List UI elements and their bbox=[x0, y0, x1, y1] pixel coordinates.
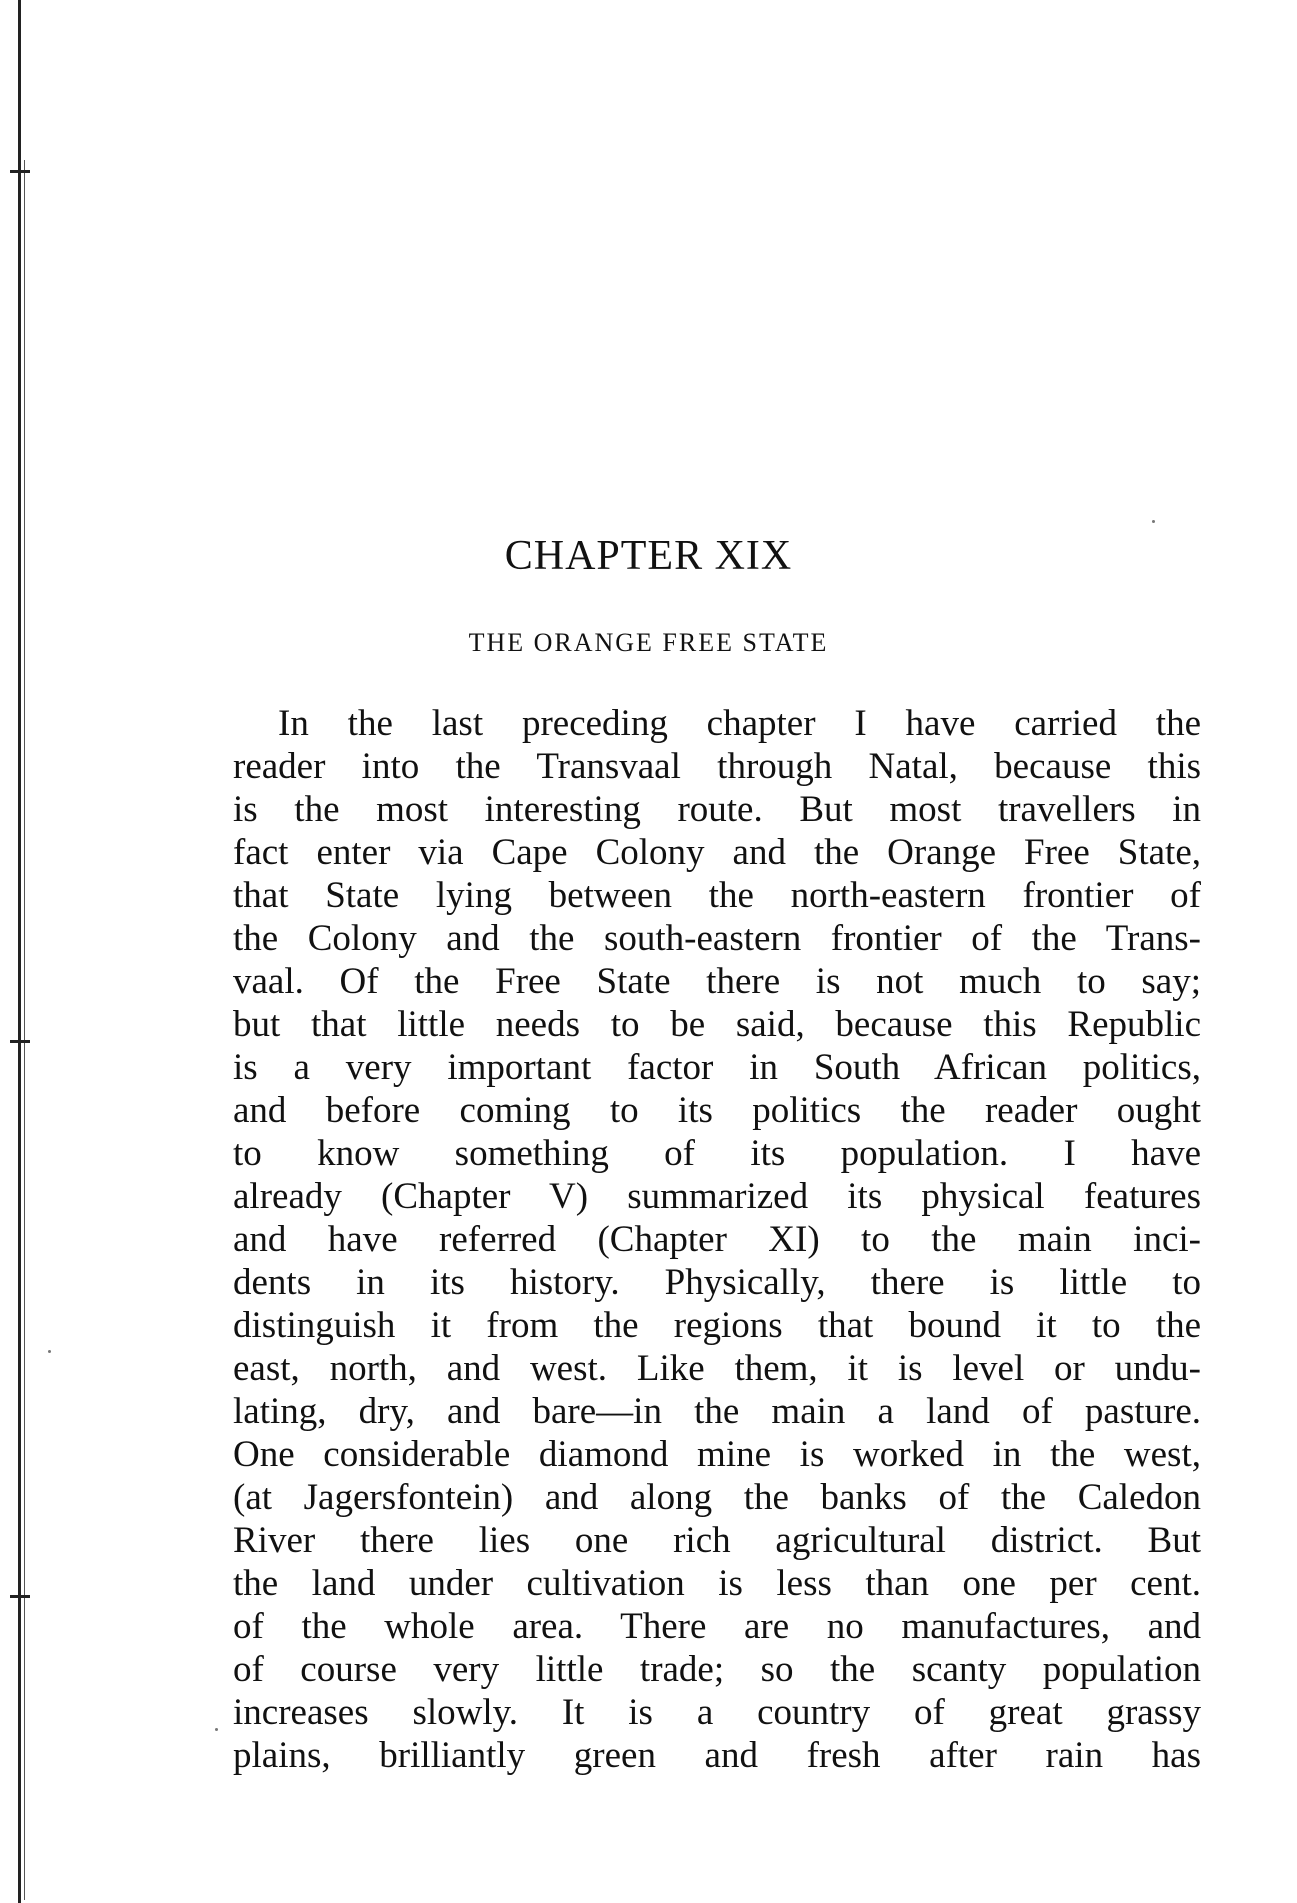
text-line: and before coming to its politics the reader ought bbox=[233, 1090, 1201, 1131]
text-line: the land under cultivation is less than one per cent. bbox=[233, 1563, 1201, 1604]
text-line: to know something of its population. I have bbox=[233, 1133, 1201, 1174]
text-line: reader into the Transvaal through Natal, because this bbox=[233, 746, 1201, 787]
text-line: dents in its history. Physically, there is little to bbox=[233, 1262, 1201, 1303]
scan-speck bbox=[215, 1728, 218, 1731]
text-line: and have referred (Chapter XI) to the main inci- bbox=[233, 1219, 1201, 1260]
text-line: of course very little trade; so the scanty population bbox=[233, 1649, 1201, 1690]
text-line: that State lying between the north-eastern frontier of bbox=[233, 875, 1201, 916]
text-line: east, north, and west. Like them, it is level or undu- bbox=[233, 1348, 1201, 1389]
text-line: lating, dry, and bare—in the main a land of pasture. bbox=[233, 1391, 1201, 1432]
text-line: vaal. Of the Free State there is not much to say; bbox=[233, 961, 1201, 1002]
binding-mark bbox=[10, 170, 30, 173]
text-line: plains, brilliantly green and fresh after rain has bbox=[233, 1735, 1201, 1776]
binding-edge-inner bbox=[24, 160, 25, 1900]
binding-edge bbox=[18, 0, 21, 1903]
text-line: of the whole area. There are no manufactures, and bbox=[233, 1606, 1201, 1647]
text-line: already (Chapter V) summarized its physical features bbox=[233, 1176, 1201, 1217]
scan-speck bbox=[48, 1350, 51, 1353]
chapter-title: CHAPTER XIX bbox=[504, 533, 793, 579]
chapter-subtitle: THE ORANGE FREE STATE bbox=[468, 628, 829, 657]
text-line: distinguish it from the regions that bound it to the bbox=[233, 1305, 1201, 1346]
text-line: is a very important factor in South African politics, bbox=[233, 1047, 1201, 1088]
text-line: One considerable diamond mine is worked in the west, bbox=[233, 1434, 1201, 1475]
text-line: increases slowly. It is a country of great grassy bbox=[233, 1692, 1201, 1733]
text-line: River there lies one rich agricultural district. But bbox=[233, 1520, 1201, 1561]
text-line: the Colony and the south-eastern frontier of the Trans- bbox=[233, 918, 1201, 959]
text-line: (at Jagersfontein) and along the banks of the Caledon bbox=[233, 1477, 1201, 1518]
text-line: is the most interesting route. But most travellers in bbox=[233, 789, 1201, 830]
text-line: but that little needs to be said, because this Republic bbox=[233, 1004, 1201, 1045]
text-line: fact enter via Cape Colony and the Orange Free State, bbox=[233, 832, 1201, 873]
scan-speck bbox=[1152, 520, 1155, 523]
binding-mark bbox=[10, 1040, 30, 1043]
text-line: In the last preceding chapter I have carried the bbox=[278, 703, 1201, 744]
binding-mark bbox=[10, 1595, 30, 1598]
body-paragraph bbox=[233, 702, 1201, 1777]
